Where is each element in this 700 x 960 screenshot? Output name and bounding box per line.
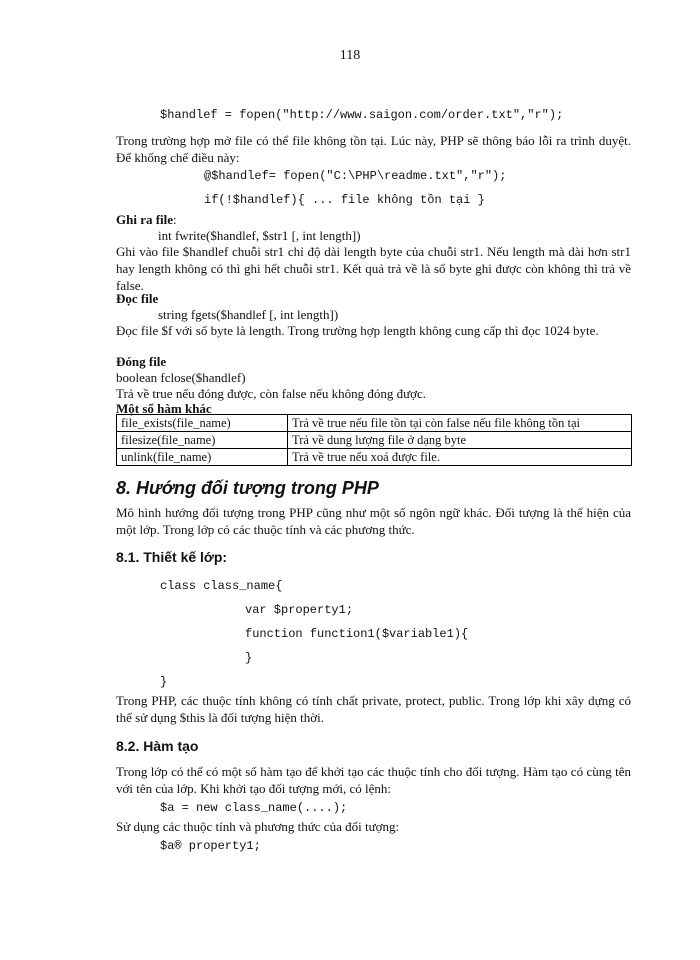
table-row bbox=[117, 449, 632, 466]
table-row bbox=[117, 415, 632, 432]
fgets-description: Đọc file $f với số byte là length. Trong trường hợp length không cung cấp thì đọc 1024 byte. bbox=[116, 323, 599, 338]
close-file-heading: Đóng file bbox=[116, 354, 167, 369]
function-desc-cell: Trả về dung lượng file ở dạng byte bbox=[288, 432, 632, 449]
write-heading-colon: : bbox=[173, 212, 177, 227]
read-file-heading: Đọc file bbox=[116, 291, 159, 306]
function-name-cell: filesize(file_name) bbox=[117, 432, 288, 449]
file-functions-table bbox=[116, 414, 632, 466]
fgets-signature: string fgets($handlef [, int length]) bbox=[158, 307, 339, 322]
section-8-intro: Mô hình hướng đối tượng trong PHP cũng như một số ngôn ngữ khác. Đối tượng là thể hiện của một lớp. Trong lớp có các thuộc tính và các phương thức. bbox=[116, 505, 631, 537]
code-property-access: $a® property1; bbox=[160, 839, 261, 853]
function-desc-cell: Trả về true nếu file tồn tại còn false nếu file không tồn tại bbox=[288, 415, 632, 432]
code-class-decl: class class_name{ bbox=[160, 579, 283, 593]
fclose-signature: boolean fclose($handlef) bbox=[116, 370, 246, 385]
section-8-2-description: Trong lớp có thể có một số hàm tạo để khởi tạo các thuộc tính cho đối tượng. Hàm tạo có cùng tên với tên của lớp. Khi khởi tạo đối tượng mới, có lệnh: bbox=[116, 764, 631, 796]
section-8-2-title: 8.2. Hàm tạo bbox=[116, 738, 199, 754]
fwrite-signature: int fwrite($handlef, $str1 [, int length]) bbox=[158, 228, 361, 243]
write-file-heading: Ghi ra file bbox=[116, 212, 174, 227]
fclose-description: Trả về true nếu đóng được, còn false nếu không đóng được. bbox=[116, 386, 427, 401]
table-row bbox=[117, 432, 632, 449]
function-name-cell: file_exists(file_name) bbox=[117, 415, 288, 432]
section-8-title: 8. Hướng đối tượng trong PHP bbox=[116, 478, 379, 498]
code-suppress-error: @$handlef= fopen("C:\PHP\readme.txt","r"); bbox=[204, 169, 507, 183]
code-if-not-handle: if(!$handlef){ ... file không tồn tại } bbox=[204, 193, 485, 207]
code-var-property: var $property1; bbox=[245, 603, 354, 617]
code-new-object: $a = new class_name(....); bbox=[160, 801, 348, 815]
code-class-close: } bbox=[160, 675, 168, 689]
code-fopen-url: $handlef = fopen("http://www.saigon.com/order.txt","r"); bbox=[160, 108, 564, 122]
code-function-decl: function function1($variable1){ bbox=[245, 627, 469, 641]
function-name-cell: unlink(file_name) bbox=[117, 449, 288, 466]
section-8-1-description: Trong PHP, các thuộc tính không có tính chất private, protect, public. Trong lớp khi xây dựng có thể sử dụng $this là đối tượng hiện thời. bbox=[116, 693, 631, 725]
other-functions-heading: Một số hàm khác bbox=[116, 401, 212, 416]
fwrite-description: Ghi vào file $handlef chuỗi str1 chỉ độ dài length byte của chuỗi str1. Nếu length mà dài hơn str1 hay length không có thì ghi hết chuỗi str1. Kết quả trả về là số byte ghi được còn không thì trả về false. bbox=[116, 244, 631, 293]
page-number: 118 bbox=[339, 48, 361, 63]
write-file-heading-line bbox=[116, 211, 177, 228]
object-usage-text: Sử dụng các thuộc tính và phương thức của đối tượng: bbox=[116, 819, 400, 834]
code-function-close: } bbox=[245, 651, 253, 665]
section-8-1-title: 8.1. Thiết kế lớp: bbox=[116, 549, 228, 565]
function-desc-cell: Trả về true nếu xoá được file. bbox=[288, 449, 632, 466]
paragraph-file-not-exist: Trong trường hợp mở file có thể file không tồn tại. Lúc này, PHP sẽ thông báo lỗi ra trình duyệt. Để khống chế điều này: bbox=[116, 133, 631, 165]
